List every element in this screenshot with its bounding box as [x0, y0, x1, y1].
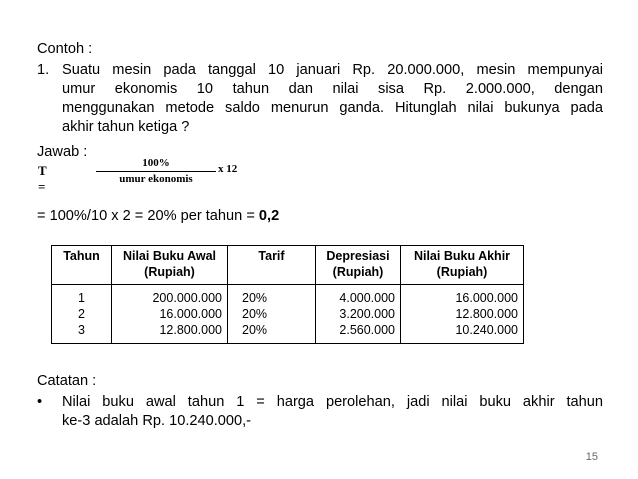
header-tarif-text: Tarif	[258, 249, 285, 263]
problem-text	[62, 61, 603, 137]
table-cell: 12.800.000	[455, 307, 518, 321]
problem-line: menggunakan metode saldo menurun ganda. Hitunglah nilai bukunya pada	[62, 100, 603, 116]
contoh-label: Contoh :	[37, 41, 93, 57]
problem-number: 1.	[37, 62, 50, 78]
depreciation-table	[51, 245, 524, 344]
table-cell: 4.000.000	[339, 291, 395, 305]
catatan-label: Catatan :	[37, 373, 97, 389]
header-depresiasi	[316, 246, 401, 285]
header-tahun	[52, 246, 112, 285]
col-tarif	[228, 285, 316, 344]
jawab-label: Jawab :	[37, 144, 88, 160]
header-akhir-line2: (Rupiah)	[436, 265, 488, 279]
table-cell: 3	[78, 323, 85, 337]
table-body-row	[52, 285, 524, 344]
col-nilai-buku-awal	[112, 285, 228, 344]
problem-line: Suatu mesin pada tanggal 10 januari Rp. 20.000.000, mesin mempunyai	[62, 62, 603, 78]
formula-numerator: 100%	[142, 157, 170, 169]
header-nilai-buku-awal	[112, 246, 228, 285]
note-line: ke-3 adalah Rp. 10.240.000,-	[62, 413, 252, 429]
header-tahun-text: Tahun	[63, 249, 100, 263]
formula-lhs: T =	[38, 163, 47, 194]
note-text	[62, 393, 603, 431]
problem-item	[37, 61, 603, 137]
formula-fraction	[96, 157, 216, 186]
table-cell: 16.000.000	[455, 291, 518, 305]
header-awal-line1: Nilai Buku Awal	[122, 249, 217, 263]
table-header-row	[52, 246, 524, 285]
table-cell: 3.200.000	[339, 307, 395, 321]
formula-rhs: x 12	[218, 163, 238, 175]
header-nilai-buku-akhir	[401, 246, 524, 285]
header-tarif	[228, 246, 316, 285]
table-cell: 20%	[242, 323, 268, 337]
table-cell: 20%	[242, 291, 268, 305]
result-text: = 100%/10 x 2 = 20% per tahun =	[37, 208, 259, 224]
note-item	[37, 393, 603, 431]
table-cell: 10.240.000	[455, 323, 518, 337]
col-tahun	[52, 285, 112, 344]
table-cell: 1	[78, 291, 85, 305]
col-depresiasi	[316, 285, 401, 344]
note-line: Nilai buku awal tahun 1 = harga perolehan, jadi nilai buku akhir tahun	[62, 394, 603, 410]
result-value: 0,2	[258, 208, 280, 224]
problem-line: akhir tahun ketiga ?	[62, 119, 190, 135]
rate-result	[37, 207, 279, 226]
header-dep-line1: Depresiasi	[326, 249, 390, 263]
bullet-icon: •	[37, 394, 43, 410]
table-cell: 20%	[242, 307, 268, 321]
header-akhir-line1: Nilai Buku Akhir	[413, 249, 511, 263]
table-cell: 2	[78, 307, 85, 321]
page-number: 15	[585, 451, 598, 463]
problem-line: umur ekonomis 10 tahun dan nilai sisa Rp. 2.000.000, dengan	[62, 81, 603, 97]
header-dep-line2: (Rupiah)	[332, 265, 384, 279]
header-awal-line2: (Rupiah)	[144, 265, 195, 279]
fraction-bar	[96, 171, 216, 172]
formula-denominator: umur ekonomis	[119, 173, 193, 185]
table-cell: 16.000.000	[159, 307, 222, 321]
table-cell: 200.000.000	[152, 291, 222, 305]
col-nilai-buku-akhir	[401, 285, 524, 344]
table-cell: 12.800.000	[159, 323, 222, 337]
table-cell: 2.560.000	[339, 323, 395, 337]
